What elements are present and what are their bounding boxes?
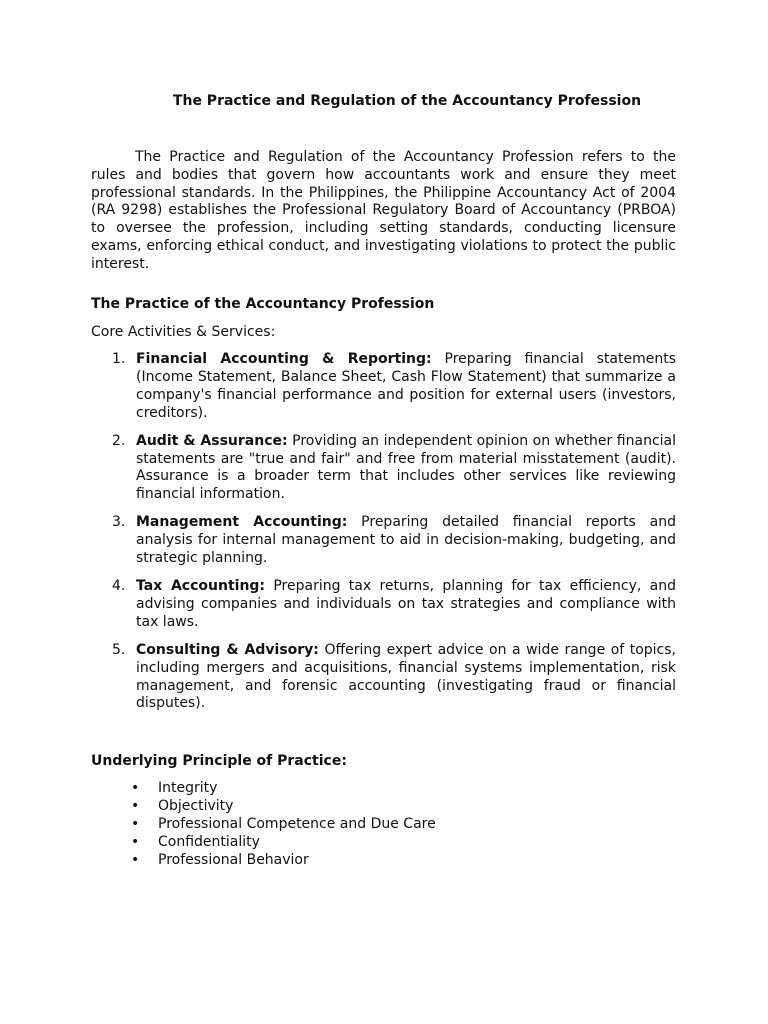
principle-label: Professional Behavior [158,851,309,868]
activity-item-management-accounting [91,514,676,568]
activity-description: Providing an independent opinion on whether financial statements are "true and fair" and free from material misstatement (audit). Assurance is a broader term that includes other services like reviewing financial information. [136,432,677,503]
activity-name: Tax Accounting: [136,577,266,594]
activity-number: 3. [112,514,126,531]
principle-label: Confidentiality [158,833,260,850]
activity-description: Offering expert advice on a wide range of topics, including mergers and acquisitions, financial systems implementation, risk management, and forensic accounting (investigating fraud or financial disputes). [136,641,676,712]
core-activities-list [91,351,676,723]
bullet-icon: • [131,797,140,814]
principle-item-objectivity [131,798,436,816]
principles-list [131,780,436,870]
bullet-icon: • [131,833,140,850]
document-title: The Practice and Regulation of the Accountancy Profession [172,93,642,109]
principle-label: Objectivity [158,797,234,814]
activity-description: Preparing detailed financial reports and analysis for internal management to aid in decision-making, budgeting, and strategic planning. [136,514,676,567]
bullet-icon: • [131,780,140,796]
activity-description: Preparing tax returns, planning for tax efficiency, and advising companies and individuals on tax strategies and compliance with tax laws. [136,577,676,630]
activity-item-audit-assurance [91,433,676,505]
core-activities-label: Core Activities & Services: [91,324,276,340]
activity-item-financial-accounting [91,351,676,423]
activity-name: Consulting & Advisory: [136,641,319,658]
principle-label: Integrity [158,780,218,796]
practice-section-heading: The Practice of the Accountancy Profession [91,296,435,312]
intro-paragraph: The Practice and Regulation of the Accountancy Profession refers to the rules and bodies that govern how accountants work and ensure they meet professional standards. In the Philippines, the Philippine Accountancy Act of 2004 (RA 9298) establishes the Professional Regulatory Board of Accountancy (PRBOA) to oversee the profession, including setting standards, conducting licensure exams, enforcing ethical conduct, and investigating violations to protect the public interest. [91,149,676,272]
activity-number: 2. [112,432,126,449]
activity-number: 4. [112,577,126,594]
activity-name: Financial Accounting & Reporting: [136,351,432,367]
activity-description: Preparing financial statements (Income Statement, Balance Sheet, Cash Flow Statement) that summarize a company's financial performance and position for external users (investors, creditors). [136,351,677,421]
bullet-icon: • [131,851,140,868]
activity-number: 1. [112,351,126,367]
activity-item-tax-accounting [91,578,676,632]
activity-number: 5. [112,641,126,658]
principle-item-professional-competence [131,816,436,834]
principle-section-heading: Underlying Principle of Practice: [91,753,347,769]
principle-item-confidentiality [131,834,436,852]
activity-item-consulting-advisory [91,642,676,714]
activity-name: Audit & Assurance: [136,432,288,449]
principle-item-integrity [131,780,436,798]
principle-item-professional-behavior [131,852,436,870]
activity-name: Management Accounting: [136,514,348,531]
principle-label: Professional Competence and Due Care [158,815,436,832]
bullet-icon: • [131,815,140,832]
